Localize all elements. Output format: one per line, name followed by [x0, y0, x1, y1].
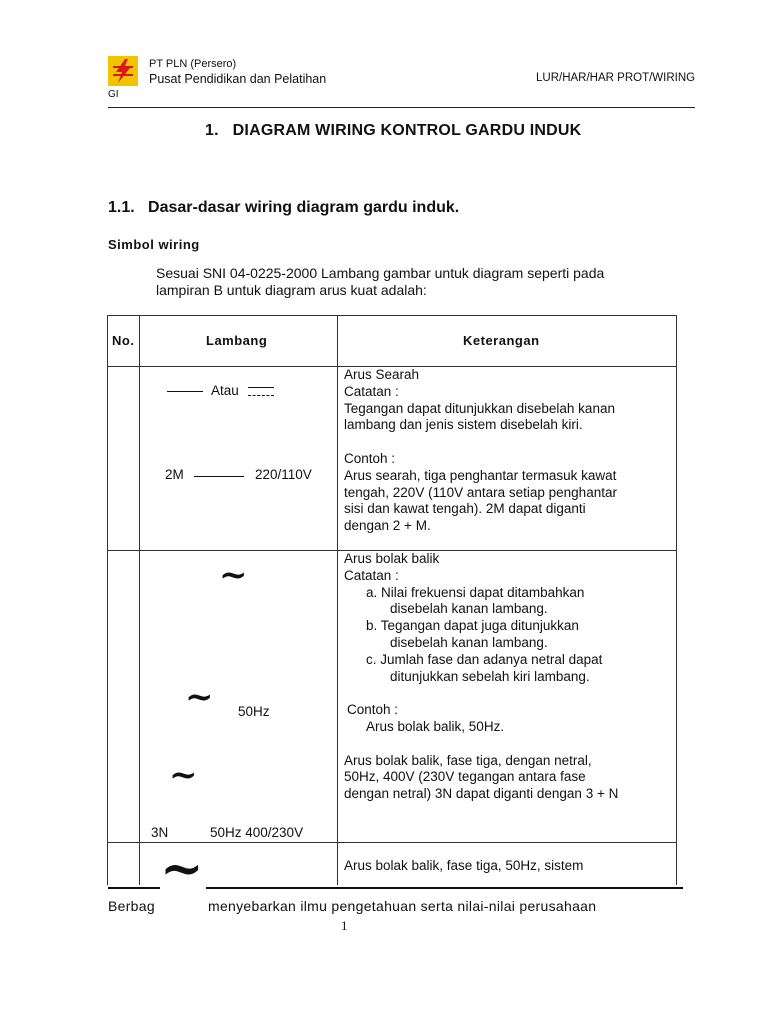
dc-2m-line: [194, 476, 244, 477]
row2-para-line: Arus bolak balik, fase tiga, dengan netral,: [344, 752, 592, 768]
ac-3phase-tilde: ~: [169, 755, 198, 795]
row2-contoh-value: Arus bolak balik, 50Hz.: [366, 718, 505, 734]
row2-item-a: a. Nilai frekuensi dapat ditambahkan: [366, 584, 585, 600]
row1-description: [344, 367, 617, 535]
section-subtitle: 1.1. Dasar-dasar wiring diagram gardu induk.: [108, 199, 460, 216]
row1-line: Arus Searah: [344, 367, 420, 382]
ac-3phase-large-tilde: ~: [160, 838, 204, 899]
row1-line: Contoh :: [344, 450, 396, 466]
footer-divider-right: [206, 887, 683, 889]
intro-line-1: Sesuai SNI 04-0225-2000 Lambang gambar untuk diagram seperti pada: [156, 265, 605, 281]
sym-atau: Atau: [211, 383, 239, 398]
symbol-table: [107, 315, 677, 885]
row2-item-b: b. Tegangan dapat juga ditunjukkan: [366, 618, 579, 634]
dc-alt-line-top: [248, 387, 274, 388]
sym-220-110v: 220/110V: [255, 467, 312, 482]
sym-2m: 2M: [165, 467, 184, 482]
row1-line: Catatan :: [344, 383, 399, 399]
row2-item-a-cont: disebelah kanan lambang.: [390, 601, 548, 617]
header-company: PT PLN (Persero): [149, 58, 237, 70]
sym-3n-value: 50Hz 400/230V: [210, 825, 304, 840]
header-no: No.: [112, 333, 135, 348]
header-divider: [108, 107, 695, 108]
footer-divider-left: [108, 887, 160, 889]
row2-title: Arus bolak balik: [344, 551, 440, 566]
row1-line: [344, 434, 617, 451]
page-number: 1: [341, 918, 348, 933]
table-border-left: [107, 315, 108, 885]
footer-left-text: Berbag: [108, 898, 155, 914]
row2-item-c: c. Jumlah fase dan adanya netral dapat: [366, 651, 603, 667]
header-unit: Pusat Pendidikan dan Pelatihan: [149, 72, 327, 86]
row2-item-b-cont: disebelah kanan lambang.: [390, 634, 548, 650]
table-col-divider-2: [337, 315, 338, 885]
row1-line: tengah, 220V (110V antara setiap penghantar: [344, 484, 617, 500]
row2-catatan: Catatan :: [344, 567, 399, 583]
intro-paragraph: [156, 265, 666, 299]
row1-line: lambang dan jenis sistem disebelah kiri.: [344, 417, 583, 433]
table-col-divider-1: [139, 315, 140, 885]
ac-tilde-symbol: ~: [219, 555, 248, 595]
row2-item-c-cont: ditunjukkan sebelah kiri lambang.: [390, 668, 590, 684]
row2-para-line: 50Hz, 400V (230V tegangan antara fase: [344, 769, 586, 785]
row2-description: [344, 551, 618, 803]
pln-logo-icon: [108, 56, 138, 86]
header-doc-code: LUR/HAR/HAR PROT/WIRING: [536, 72, 696, 84]
section-label: Simbol wiring: [108, 237, 200, 252]
header-suffix: GI: [108, 89, 119, 100]
header-keterangan: Keterangan: [463, 333, 540, 348]
row1-line: sisi dan kawat tengah). 2M dapat diganti: [344, 501, 586, 517]
ac-50hz-tilde: ~: [185, 677, 214, 717]
footer-right-text: menyebarkan ilmu pengetahuan serta nilai-nilai perusahaan: [208, 898, 597, 914]
page-title: 1. DIAGRAM WIRING KONTROL GARDU INDUK: [205, 122, 582, 139]
row2-para-line: dengan netral) 3N dapat diganti dengan 3 + N: [344, 786, 619, 802]
table-border-right: [676, 315, 677, 885]
sym-50hz: 50Hz: [238, 704, 270, 719]
row1-line: dengan 2 + M.: [344, 518, 431, 534]
dc-line-symbol: [167, 391, 203, 392]
row3-description: Arus bolak balik, fase tiga, 50Hz, sistem: [344, 858, 584, 873]
header-lambang: Lambang: [206, 333, 268, 348]
dc-alt-line-bottom: [248, 395, 274, 396]
sym-3n: 3N: [151, 825, 169, 840]
row1-line: Tegangan dapat ditunjukkan disebelah kanan: [344, 400, 615, 416]
row2-contoh: Contoh :: [347, 702, 399, 718]
intro-line-2: lampiran B untuk diagram arus kuat adalah:: [156, 282, 427, 298]
table-border-top: [107, 315, 677, 316]
row1-line: Arus searah, tiga penghantar termasuk kawat: [344, 467, 617, 483]
